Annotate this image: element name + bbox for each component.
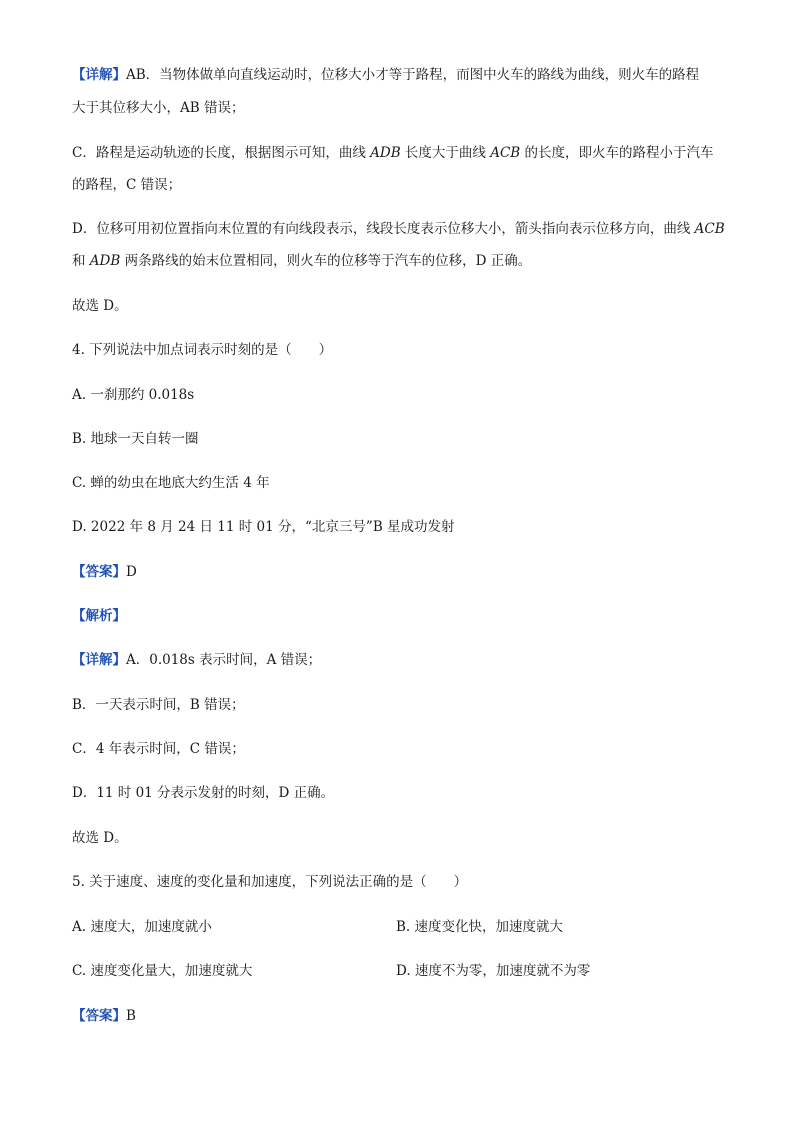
q4-option-d: D. 2022 年 8 月 24 日 11 时 01 分，“北京三号”B 星成功发射: [72, 519, 455, 535]
q4-conclusion: 故选 D。: [72, 830, 128, 846]
analysis-tag: 【解析】: [72, 608, 126, 624]
q4-detail-line-1: 【详解】A．0.018s 表示时间，A 错误；: [72, 652, 322, 668]
q5-answer: [72, 1007, 136, 1025]
option-d-explanation-line-2: 和 ADB 两条路线的始末位置相同，则火车的位移等于汽车的位移，D 正确。: [72, 253, 532, 269]
answer-tag: 【答案】: [72, 564, 126, 580]
curve-acb-label: ACB: [490, 145, 521, 161]
option-c-explanation-line-2: 的路程，C 错误；: [72, 177, 182, 193]
q5-option-b: B. 速度变化快，加速度就大: [396, 919, 564, 935]
curve-acb-label: ACB: [694, 221, 725, 237]
q5-option-d: D. 速度不为零，加速度就不为零: [396, 963, 591, 979]
detail-paragraph-line-1: [72, 66, 699, 84]
option-d-explanation-line-1: D．位移可用初位置指向末位置的有向线段表示，线段长度表示位移大小，箭头指向表示位移方向，曲线 ACB: [72, 221, 725, 237]
q4-option-c: C. 蝉的幼虫在地底大约生活 4 年: [72, 475, 270, 491]
q4-option-a: A. 一刹那约 0.018s: [72, 387, 195, 403]
answer-tag: 【答案】: [72, 1008, 126, 1024]
answer-value: B: [126, 1008, 136, 1024]
q4-option-b: B. 地球一天自转一圈: [72, 431, 199, 447]
q4-detail-line-2: B．一天表示时间，B 错误；: [72, 697, 245, 713]
q4-analysis-heading: [72, 607, 126, 625]
detail-tag: 【详解】: [72, 67, 126, 83]
q5-option-a: A. 速度大，加速度就小: [72, 919, 212, 935]
detail-tag: 【详解】: [72, 652, 126, 668]
q4-detail-line-4: D．11 时 01 分表示发射的时刻，D 正确。: [72, 785, 335, 801]
q4-detail-line-3: C．4 年表示时间，C 错误；: [72, 741, 245, 757]
q5-stem: 5. 关于速度、速度的变化量和加速度，下列说法正确的是（ ）: [72, 874, 468, 890]
answer-value: D: [126, 564, 137, 580]
curve-adb-label: ADB: [370, 145, 401, 161]
detail-text: AB．当物体做单向直线运动时，位移大小才等于路程，而图中火车的路线为曲线，则火车的路程: [126, 67, 700, 83]
option-c-explanation-line-1: C．路程是运动轨迹的长度，根据图示可知，曲线 ADB 长度大于曲线 ACB 的长度，即火车的路程小于汽车: [72, 145, 714, 161]
q5-option-c: C. 速度变化量大，加速度就大: [72, 963, 253, 979]
q4-answer: [72, 563, 137, 581]
curve-adb-label: ADB: [89, 253, 121, 269]
detail-paragraph-line-2: 大于其位移大小，AB 错误；: [72, 100, 245, 116]
q4-stem: 4. 下列说法中加点词表示时刻的是（ ）: [72, 342, 333, 358]
q3-conclusion: 故选 D。: [72, 298, 128, 314]
